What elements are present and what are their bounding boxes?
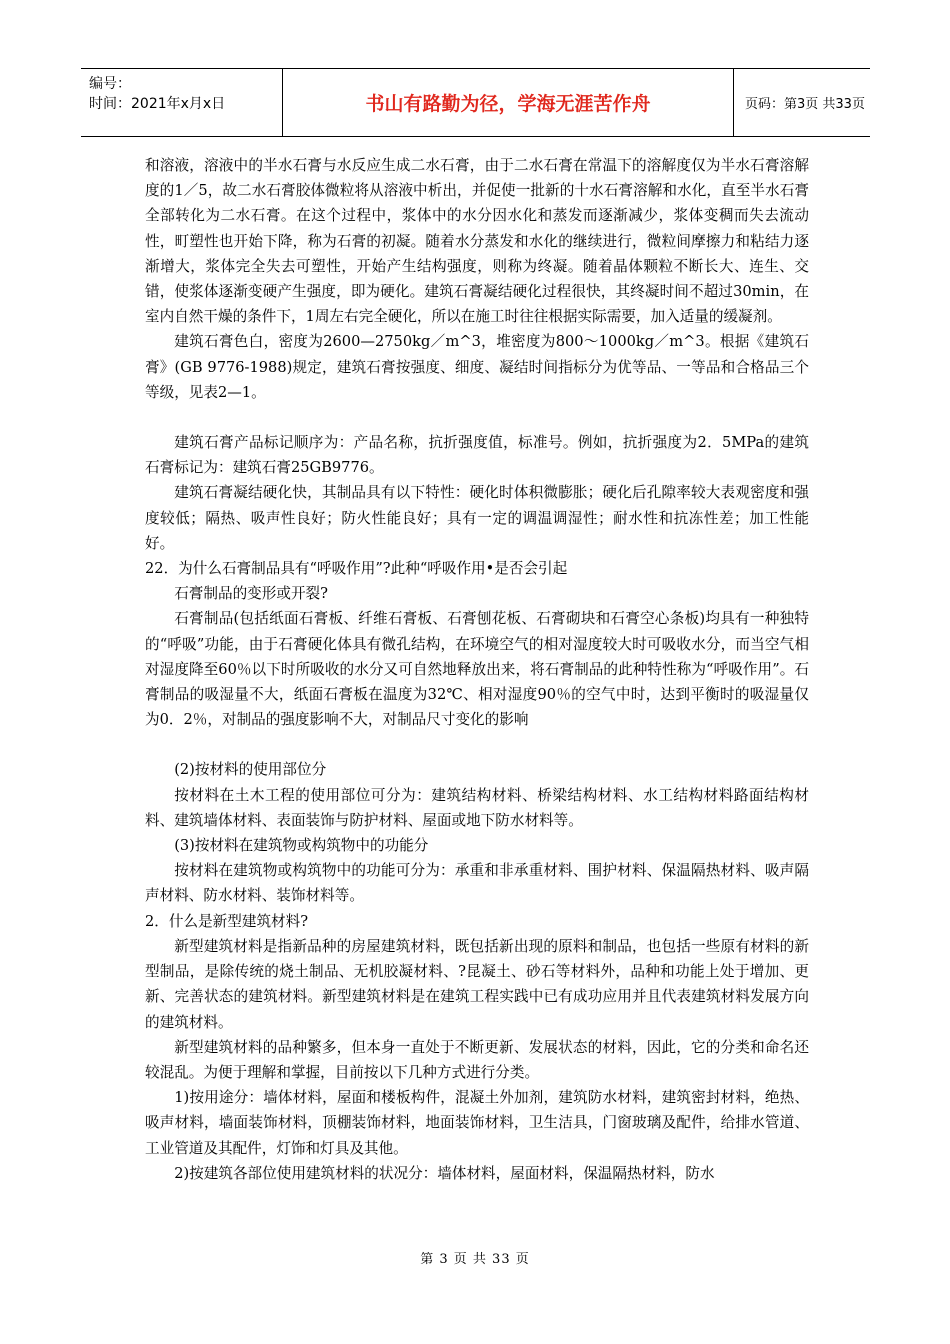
- body-paragraph: 2)按建筑各部位使用建筑材料的状况分：墙体材料，屋面材料，保温隔热材料，防水: [174, 1164, 715, 1182]
- question-heading: 2．什么是新型建筑材料?: [145, 912, 309, 930]
- body-paragraph: 建筑石膏色白，密度为2600—2750kg／m^3，堆密度为800～1000kg／m^3。根据《建筑石膏》(GB 9776-1988)规定，建筑石膏按强度、细度、凝结时间指标分为优等品、一等品和合格品三个等级，见表2—1。: [145, 333, 809, 401]
- paragraph-spacer: [145, 405, 809, 430]
- body-paragraph: 按材料在土木工程的使用部位可分为：建筑结构材料、桥梁结构材料、水工结构材料路面结构材料、建筑墙体材料、表面装饰与防护材料、屋面或地下防水材料等。: [145, 786, 809, 829]
- paragraph-spacer: [145, 732, 809, 757]
- page-header: [81, 68, 870, 137]
- document-date-label: 时间：2021年x月x日: [89, 96, 226, 112]
- header-page-number: 页码：第3页 共33页: [745, 97, 865, 112]
- document-number-label: 编号：: [89, 76, 131, 92]
- body-paragraph: 按材料在建筑物或构筑物中的功能可分为：承重和非承重材料、围护材料、保温隔热材料、吸声隔声材料、防水材料、装饰材料等。: [145, 862, 809, 905]
- question-heading-continued: 石膏制品的变形或开裂?: [174, 585, 328, 603]
- question-heading: 22．为什么石膏制品具有“呼吸作用”?此种“呼吸作用•是否会引起: [145, 560, 568, 578]
- header-motto: 书山有路勤为径，学海无涯苦作舟: [282, 69, 734, 136]
- body-paragraph: 1)按用途分：墙体材料，屋面和楼板构件，混凝土外加剂，建筑防水材料，建筑密封材料，绝热、吸声材料，墙面装饰材料，顶棚装饰材料，地面装饰材料，卫生洁具，门窗玻璃及配件，给排水管道、工业管道及其配件，灯饰和灯具及其他。: [145, 1089, 809, 1157]
- body-paragraph: 建筑石膏凝结硬化快，其制品具有以下特性：硬化时体积微膨胀；硬化后孔隙率较大表观密度和强度较低；隔热、吸声性良好；防火性能良好；具有一定的调温调湿性；耐水性和抗冻性差；加工性能好。: [145, 484, 809, 552]
- body-paragraph: 建筑石膏产品标记顺序为：产品名称，抗折强度值，标准号。例如，抗折强度为2．5MPa的建筑石膏标记为：建筑石膏25GB9776。: [145, 434, 809, 477]
- body-paragraph: 石膏制品(包括纸面石膏板、纤维石膏板、石膏刨花板、石膏砌块和石膏空心条板)均具有一种独特的“呼吸”功能，由于石膏硬化体具有微孔结构，在环境空气的相对湿度较大时可吸收水分，而当空气相对湿度降至60％以下时所吸收的水分又可自然地释放出来，将石膏制品的此种特性称为“呼吸作用”。石膏制品的吸湿量不大，纸面石膏板在温度为32℃、相对湿度90％的空气中时，达到平衡时的吸湿量仅为0．2％，对制品的强度影响不大，对制品尺寸变化的影响: [145, 610, 809, 729]
- body-paragraph: 新型建筑材料的品种繁多，但本身一直处于不断更新、发展状态的材料，因此，它的分类和命名还较混乱。为便于理解和掌握，目前按以下几种方式进行分类。: [145, 1038, 809, 1081]
- body-paragraph: 新型建筑材料是指新品种的房屋建筑材料，既包括新出现的原料和制品，也包括一些原有材料的新型制品，是除传统的烧土制品、无机胶凝材料、?昆凝土、砂石等材料外，品种和功能上处于增加、更新、完善状态的建筑材料。新型建筑材料是在建筑工程实践中已有成功应用并且代表建筑材料发展方向的建筑材料。: [145, 937, 809, 1031]
- section-heading: (2)按材料的使用部位分: [174, 761, 327, 779]
- header-meta: [81, 69, 282, 136]
- page-footer: 第 3 页 共 33 页: [420, 1252, 530, 1267]
- document-body: [145, 153, 809, 1186]
- body-paragraph: 和溶液，溶液中的半水石膏与水反应生成二水石膏，由于二水石膏在常温下的溶解度仅为半水石膏溶解度的1／5，故二水石膏胶体微粒将从溶液中析出，并促使一批新的十水石膏溶解和水化，直至半水石膏全部转化为二水石膏。在这个过程中，浆体中的水分因水化和蒸发而逐渐减少，浆体变稠而失去流动性，町塑性也开始下降，称为石膏的初凝。随着水分蒸发和水化的继续进行，微粒间摩擦力和粘结力逐渐增大，浆体完全失去可塑性，开始产生结构强度，则称为终凝。随着晶体颗粒不断长大、连生、交错，使浆体逐渐变硬产生强度，即为硬化。建筑石膏凝结硬化过程很快，其终凝时间不超过30min，在室内自然干燥的条件下，1周左右完全硬化，所以在施工时往往根据实际需要，加入适量的缓凝剂。: [145, 157, 809, 326]
- section-heading: (3)按材料在建筑物或构筑物中的功能分: [174, 837, 429, 855]
